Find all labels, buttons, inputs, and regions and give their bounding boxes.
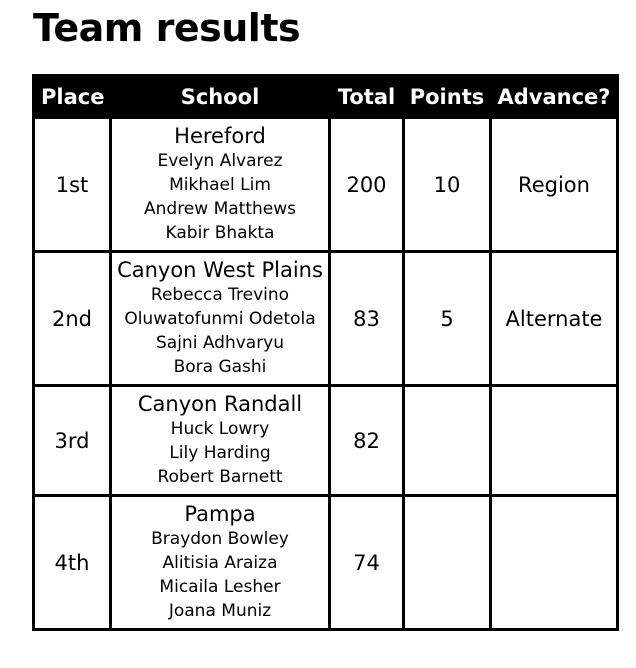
total-cell: 200 xyxy=(330,118,404,252)
total-cell: 74 xyxy=(330,496,404,630)
column-header-place: Place xyxy=(34,76,111,118)
school-name: Pampa xyxy=(184,502,256,526)
place-cell: 2nd xyxy=(34,252,111,386)
points-cell xyxy=(404,496,491,630)
place-cell: 3rd xyxy=(34,386,111,496)
points-cell xyxy=(404,386,491,496)
column-header-school: School xyxy=(111,76,330,118)
school-name: Hereford xyxy=(174,124,266,148)
team-member: Mikhael Lim xyxy=(169,175,271,195)
advance-cell xyxy=(491,386,618,496)
points-cell: 10 xyxy=(404,118,491,252)
points-cell: 5 xyxy=(404,252,491,386)
page-title: Team results xyxy=(33,6,301,50)
team-member: Kabir Bhakta xyxy=(165,223,275,243)
team-member: Evelyn Alvarez xyxy=(157,151,283,171)
school-cell xyxy=(111,118,330,252)
team-member: Alitisia Araiza xyxy=(162,553,278,573)
total-cell: 82 xyxy=(330,386,404,496)
column-header-advance: Advance? xyxy=(491,76,618,118)
school-cell xyxy=(111,496,330,630)
table-row xyxy=(34,496,618,630)
total-cell: 83 xyxy=(330,252,404,386)
school-cell xyxy=(111,252,330,386)
team-member: Huck Lowry xyxy=(170,419,270,439)
table-row xyxy=(34,252,618,386)
advance-cell xyxy=(491,496,618,630)
team-member: Sajni Adhvaryu xyxy=(155,333,285,353)
team-member: Braydon Bowley xyxy=(151,529,289,549)
school-name: Canyon Randall xyxy=(137,392,303,416)
advance-cell: Alternate xyxy=(491,252,618,386)
header-row xyxy=(34,76,618,118)
table-row xyxy=(34,118,618,252)
team-results-table xyxy=(32,74,619,631)
place-cell: 4th xyxy=(34,496,111,630)
team-member: Micaila Lesher xyxy=(159,577,281,597)
team-member: Joana Muniz xyxy=(168,601,272,621)
team-member: Bora Gashi xyxy=(173,357,267,377)
team-member: Andrew Matthews xyxy=(144,199,296,219)
team-member: Oluwatofunmi Odetola xyxy=(124,309,316,329)
team-member: Lily Harding xyxy=(169,443,271,463)
table-row xyxy=(34,386,618,496)
team-member: Robert Barnett xyxy=(157,467,283,487)
school-cell xyxy=(111,386,330,496)
team-member: Rebecca Trevino xyxy=(150,285,290,305)
place-cell: 1st xyxy=(34,118,111,252)
advance-cell: Region xyxy=(491,118,618,252)
school-name: Canyon West Plains xyxy=(117,258,323,282)
column-header-points: Points xyxy=(404,76,491,118)
column-header-total: Total xyxy=(330,76,404,118)
